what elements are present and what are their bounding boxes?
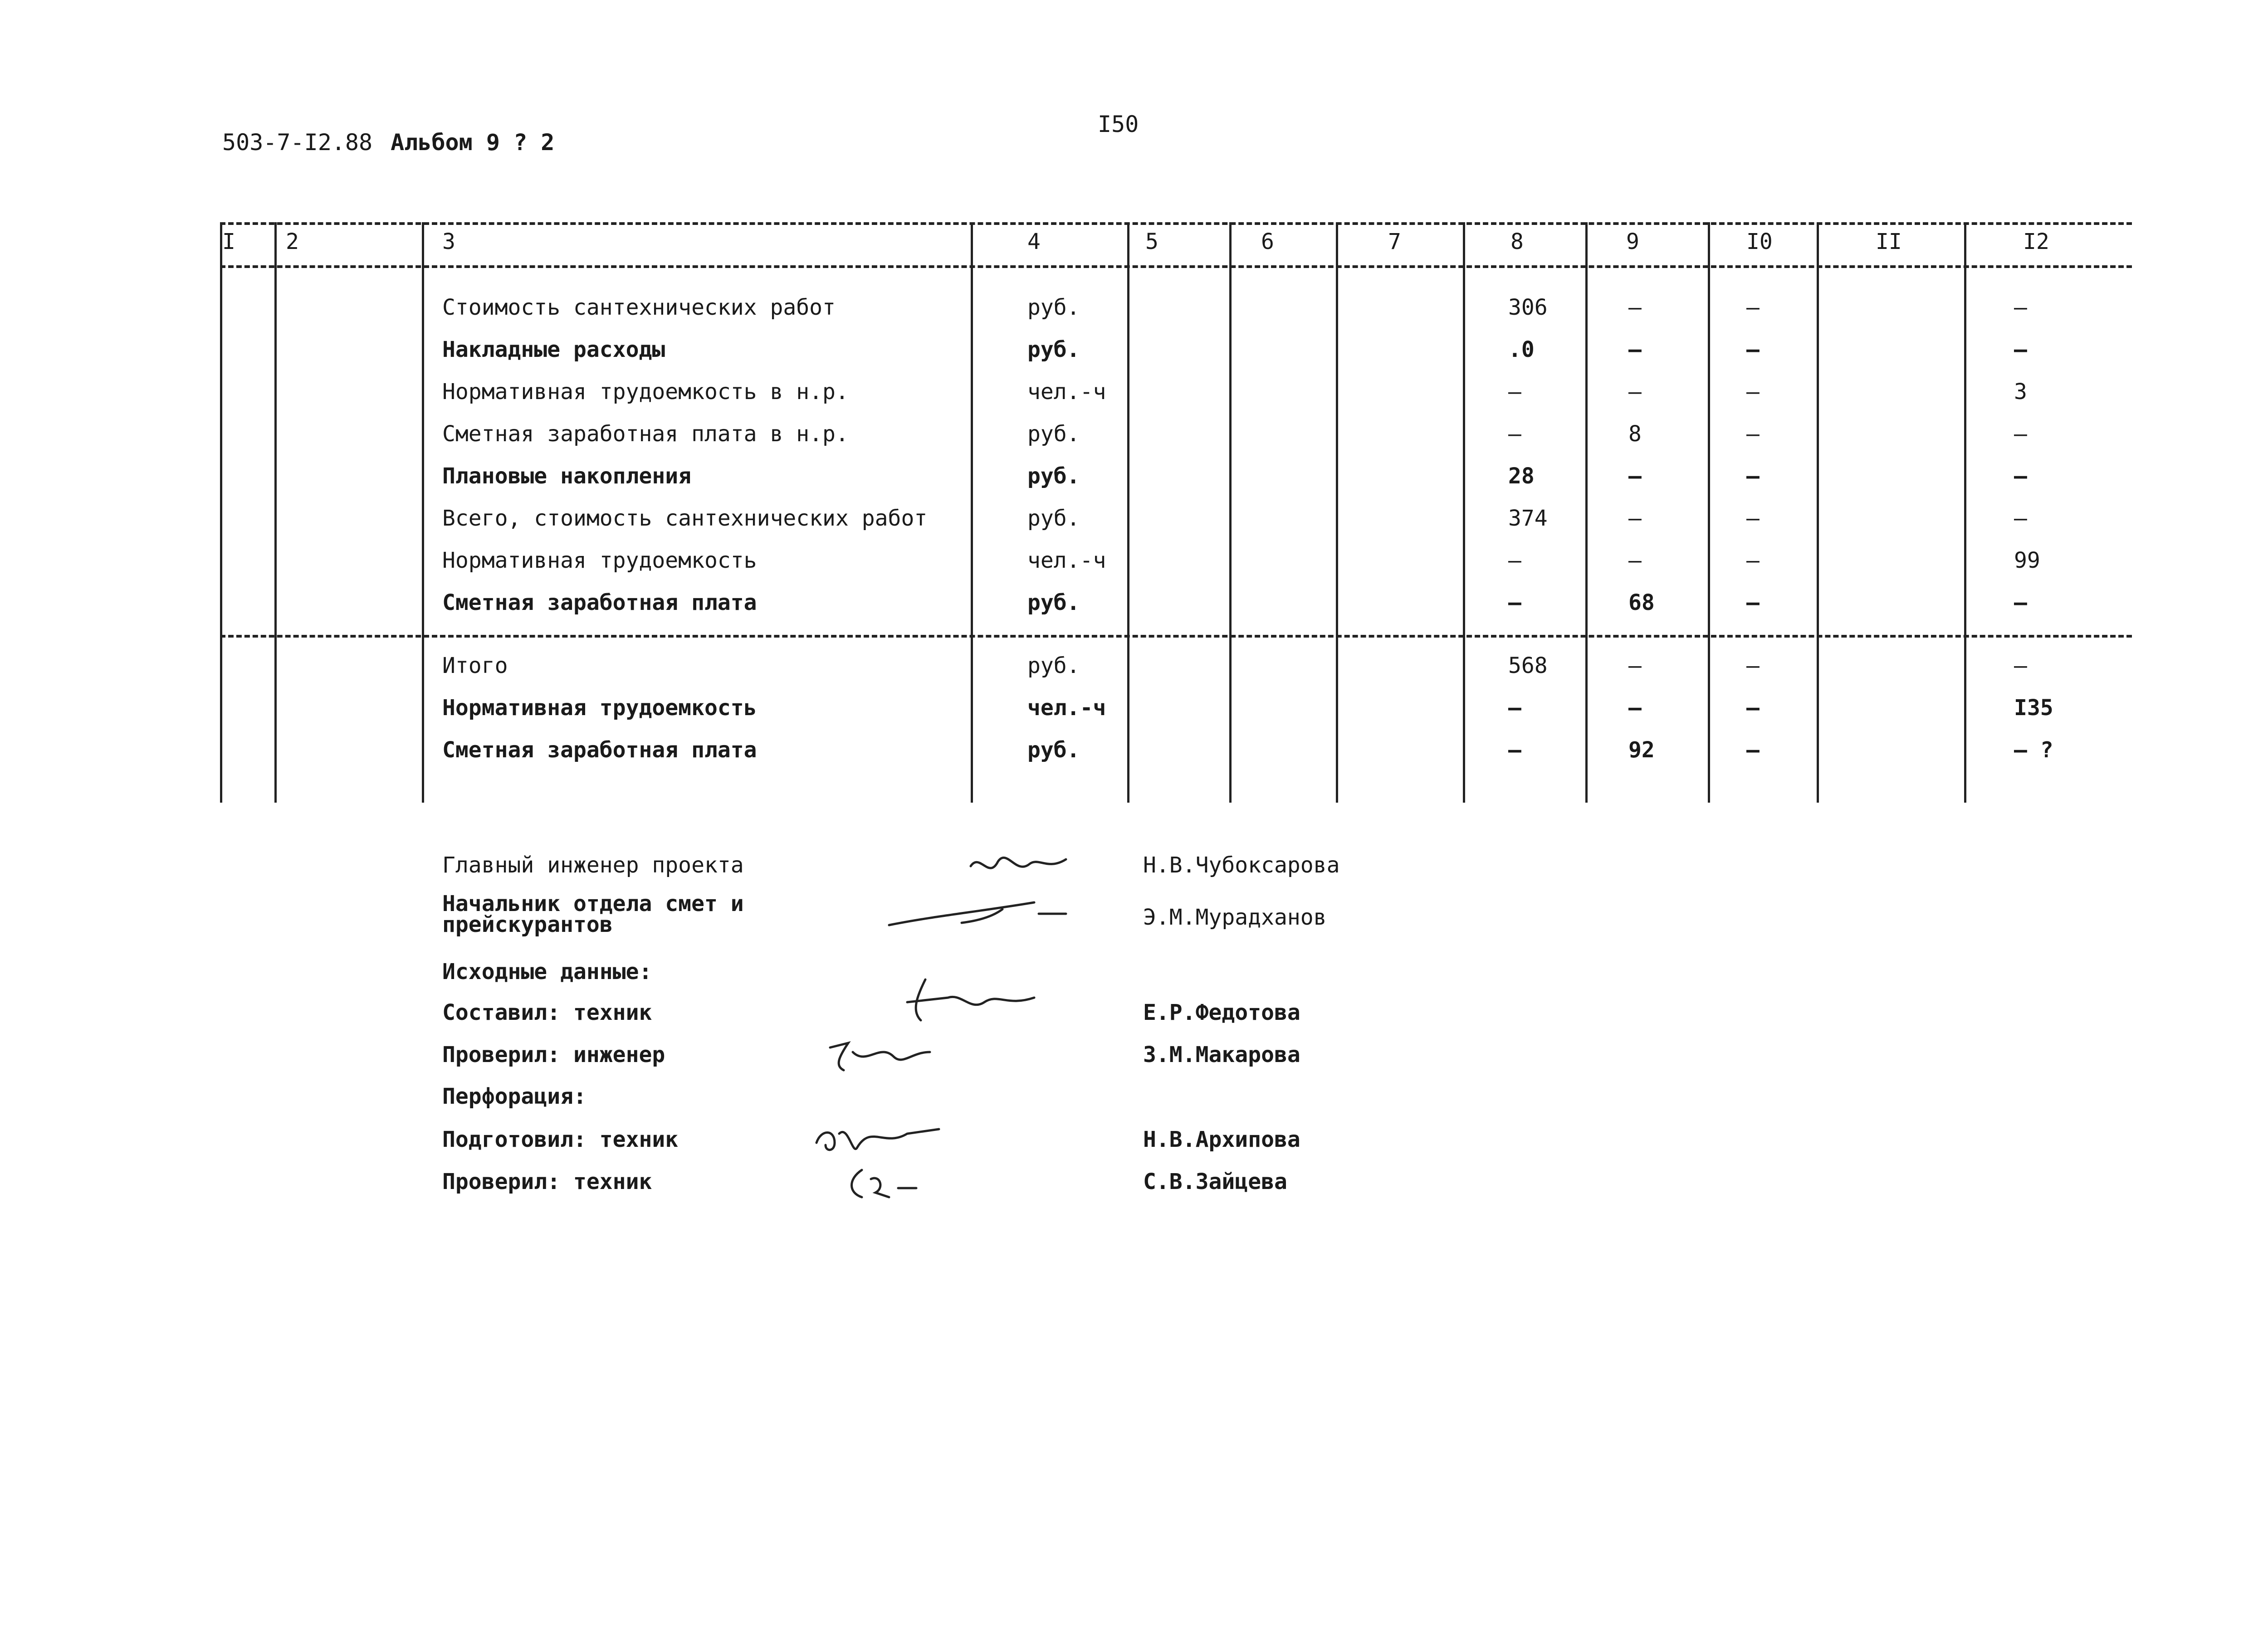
col8-value: 28 — [1508, 463, 1535, 489]
column-divider-line — [1127, 222, 1129, 803]
column-divider-line — [220, 222, 222, 803]
signatory-name: Е.Р.Федотова — [1143, 1000, 1300, 1025]
signatory-name: С.В.Зайцева — [1143, 1169, 1287, 1194]
column-header: I2 — [2023, 229, 2049, 254]
col9-value: – — [1628, 695, 1642, 721]
column-divider-line — [971, 222, 973, 803]
row-label: Стоимость сантехнических работ — [442, 295, 836, 320]
column-divider-line — [1817, 222, 1819, 803]
col8-value: – — [1508, 737, 1521, 763]
handwritten-signature — [830, 1038, 1012, 1095]
col12-value: – — [2014, 590, 2027, 615]
column-divider-line — [274, 222, 277, 803]
column-header: I — [222, 229, 235, 254]
column-header: 8 — [1510, 229, 1524, 254]
row-unit: руб. — [1027, 421, 1080, 447]
col10-value: – — [1746, 653, 1760, 678]
column-header: 7 — [1388, 229, 1401, 254]
column-header: 3 — [442, 229, 455, 254]
signature-role: Проверил: техник — [442, 1169, 652, 1194]
column-header: 6 — [1261, 229, 1274, 254]
column-divider-line — [1336, 222, 1338, 803]
signature-role: Исходные данные: — [442, 959, 652, 984]
row-label: Сметная заработная плата в н.р. — [442, 421, 849, 447]
col9-value: – — [1628, 506, 1642, 531]
col8-value: 374 — [1508, 506, 1548, 531]
col10-value: – — [1746, 463, 1760, 489]
column-divider-line — [1708, 222, 1710, 803]
row-unit: чел.-ч — [1027, 695, 1106, 721]
col9-value: – — [1628, 295, 1642, 320]
row-label: Плановые накопления — [442, 463, 692, 489]
signatory-name: Э.М.Мурадханов — [1143, 905, 1327, 930]
section-divider-line — [220, 635, 2132, 638]
signature-role: Проверил: инженер — [442, 1042, 665, 1067]
row-unit: руб. — [1027, 337, 1080, 362]
album-text: Альбом 9 ? 2 — [391, 129, 555, 156]
row-unit: руб. — [1027, 295, 1080, 320]
row-label: Нормативная трудоемкость — [442, 695, 757, 721]
signature-role: Главный инженер проекта — [442, 853, 744, 878]
col12-value: I35 — [2014, 695, 2053, 721]
header-border-line — [220, 265, 2132, 268]
col12-value: 3 — [2014, 379, 2027, 404]
row-unit: чел.-ч — [1027, 548, 1106, 573]
handwritten-signature — [848, 1170, 1030, 1226]
column-divider-line — [1585, 222, 1588, 803]
signatory-name: Н.В.Архипова — [1143, 1127, 1300, 1152]
col12-value: – — [2014, 653, 2027, 678]
column-header: 2 — [286, 229, 299, 254]
column-divider-line — [1964, 222, 1966, 803]
signature-role: Начальник отдела смет и прейскурантов — [442, 891, 744, 937]
col10-value: – — [1746, 548, 1760, 573]
col12-value: – — [2014, 506, 2027, 531]
column-divider-line — [1229, 222, 1232, 803]
col8-value: – — [1508, 590, 1521, 615]
row-unit: руб. — [1027, 463, 1080, 489]
col12-value: – — [2014, 337, 2027, 362]
row-label: Сметная заработная плата — [442, 737, 757, 763]
signature-role: Составил: техник — [442, 1000, 652, 1025]
signatory-name: З.М.Макарова — [1143, 1042, 1300, 1067]
col12-value: – — [2014, 295, 2027, 320]
col9-value: – — [1628, 463, 1642, 489]
page-number: I50 — [1098, 111, 1139, 137]
column-header: II — [1876, 229, 1902, 254]
col8-value: – — [1508, 548, 1521, 573]
column-header: 9 — [1626, 229, 1639, 254]
col8-value: 306 — [1508, 295, 1548, 320]
col8-value: .0 — [1508, 337, 1535, 362]
col9-value: – — [1628, 548, 1642, 573]
row-unit: руб. — [1027, 737, 1080, 763]
col10-value: – — [1746, 590, 1760, 615]
row-label: Нормативная трудоемкость — [442, 548, 757, 573]
col9-value: – — [1628, 379, 1642, 404]
column-divider-line — [422, 222, 424, 803]
col8-value: – — [1508, 379, 1521, 404]
handwritten-signature — [971, 853, 1152, 909]
col8-value: – — [1508, 421, 1521, 447]
row-unit: чел.-ч — [1027, 379, 1106, 404]
column-divider-line — [1463, 222, 1465, 803]
header-border-line — [220, 222, 2132, 225]
column-header: I0 — [1746, 229, 1773, 254]
col10-value: – — [1746, 337, 1760, 362]
column-header: 4 — [1027, 229, 1041, 254]
signature-role: Подготовил: техник — [442, 1127, 679, 1152]
col12-value: – — [2014, 421, 2027, 447]
col10-value: – — [1746, 295, 1760, 320]
col12-value: – ? — [2014, 737, 2053, 763]
row-label: Сметная заработная плата — [442, 590, 757, 615]
col9-value: 92 — [1628, 737, 1655, 763]
row-unit: руб. — [1027, 590, 1080, 615]
signature-role: Перфорация: — [442, 1084, 587, 1109]
col10-value: – — [1746, 737, 1760, 763]
row-label: Итого — [442, 653, 508, 678]
handwritten-signature — [907, 980, 1089, 1036]
row-label: Нормативная трудоемкость в н.р. — [442, 379, 849, 404]
row-unit: руб. — [1027, 506, 1080, 531]
col10-value: – — [1746, 379, 1760, 404]
doc-code-text: 503-7-I2.88 — [222, 129, 373, 156]
handwritten-signature — [889, 907, 1070, 963]
row-label: Накладные расходы — [442, 337, 665, 362]
col8-value: – — [1508, 695, 1521, 721]
row-label: Всего, стоимость сантехнических работ — [442, 506, 928, 531]
col9-value: – — [1628, 337, 1642, 362]
document-code — [222, 129, 554, 156]
col12-value: – — [2014, 463, 2027, 489]
col10-value: – — [1746, 506, 1760, 531]
signatory-name: Н.В.Чубоксарова — [1143, 853, 1340, 878]
col10-value: – — [1746, 421, 1760, 447]
row-unit: руб. — [1027, 653, 1080, 678]
col9-value: 68 — [1628, 590, 1655, 615]
col10-value: – — [1746, 695, 1760, 721]
col9-value: – — [1628, 653, 1642, 678]
col12-value: 99 — [2014, 548, 2040, 573]
col8-value: 568 — [1508, 653, 1548, 678]
col9-value: 8 — [1628, 421, 1642, 447]
column-header: 5 — [1145, 229, 1158, 254]
